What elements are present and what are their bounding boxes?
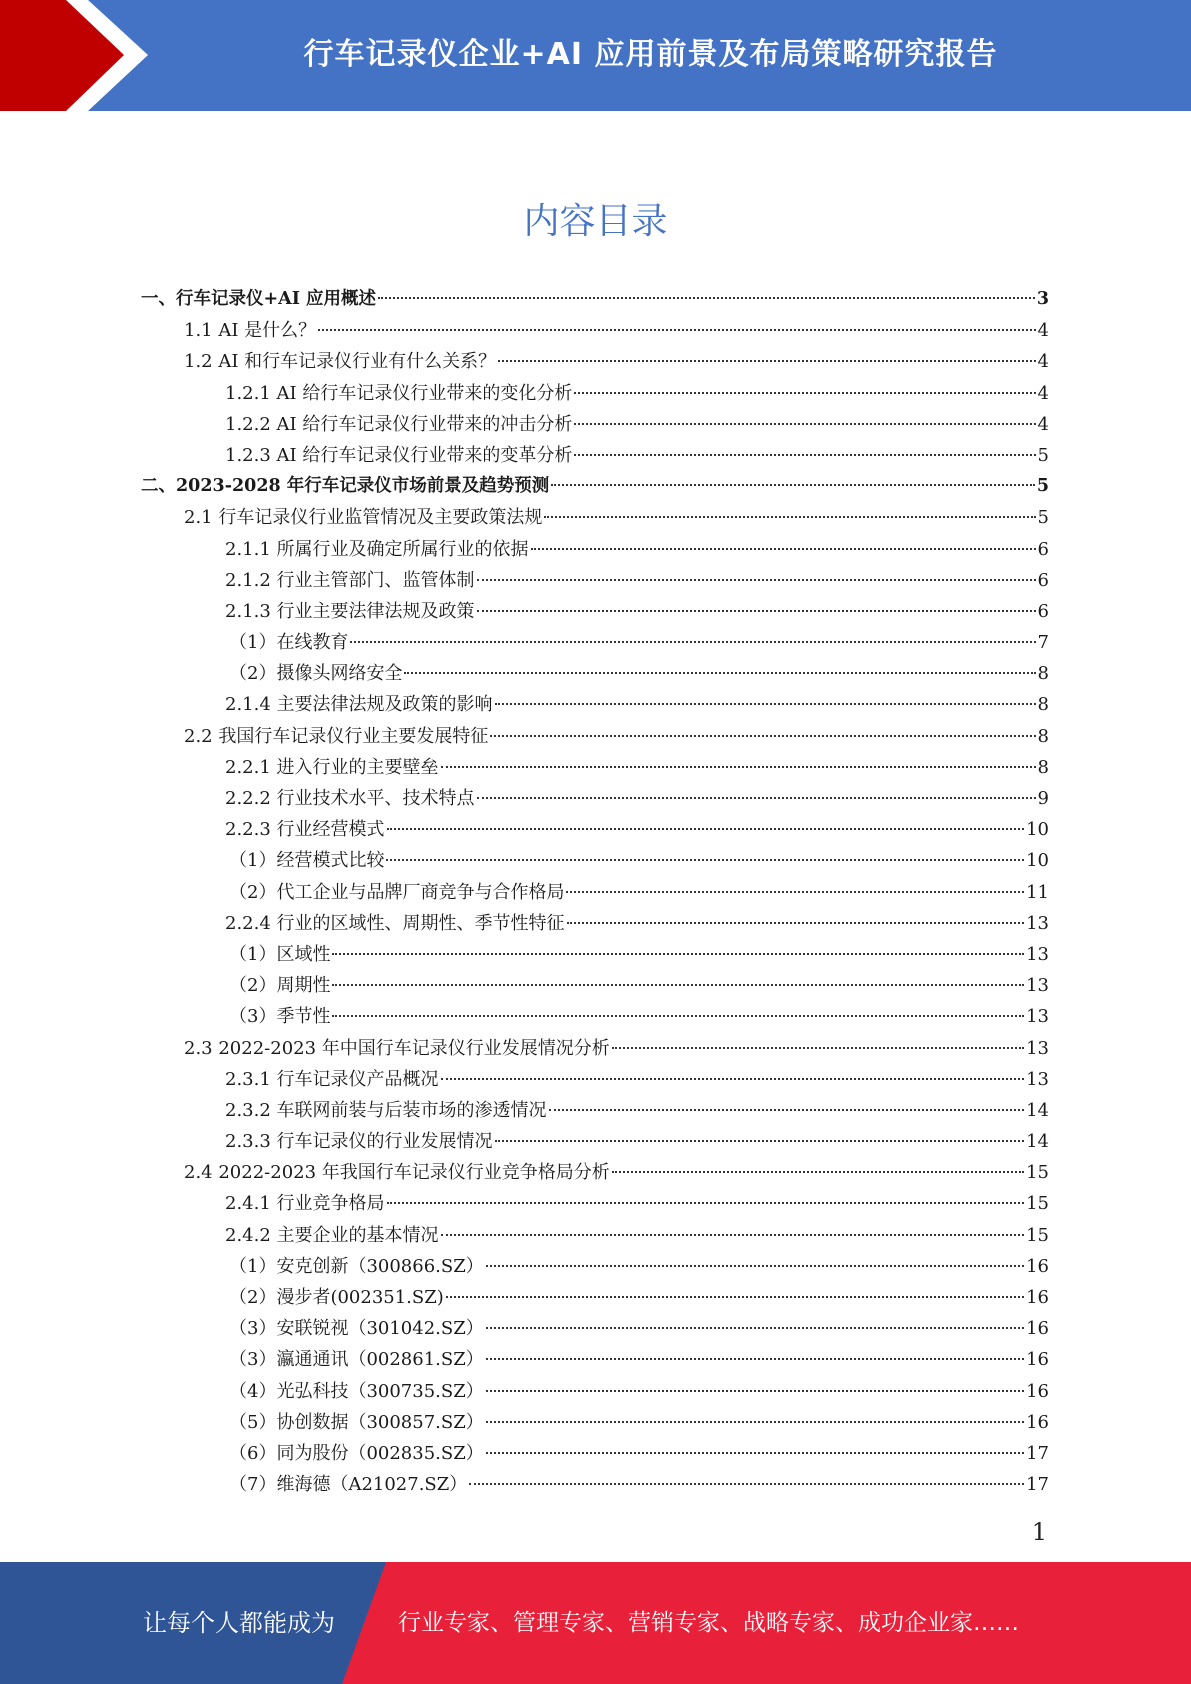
- toc-entry-label: 2.3 2022-2023 年中国行车记录仪行业发展情况分析: [184, 1037, 610, 1059]
- toc-entry[interactable]: [141, 1313, 1049, 1344]
- toc-dot-leader: [567, 922, 1025, 924]
- toc-entry-page: 17: [1026, 1442, 1049, 1464]
- toc-dot-leader: [332, 984, 1024, 986]
- toc-entry-label: 2.3.3 行车记录仪的行业发展情况: [225, 1131, 493, 1153]
- toc-dot-leader: [441, 1234, 1025, 1236]
- toc-entry[interactable]: [141, 908, 1049, 939]
- toc-entry[interactable]: [141, 1001, 1049, 1032]
- toc-entry-page: 13: [1026, 912, 1049, 934]
- toc-dot-leader: [566, 891, 1024, 893]
- toc-entry[interactable]: [141, 814, 1049, 845]
- toc-entry-label: 1.2.2 AI 给行车记录仪行业带来的冲击分析: [225, 413, 573, 435]
- toc-dot-leader: [549, 1109, 1025, 1111]
- toc-entry-page: 8: [1037, 756, 1049, 778]
- toc-dot-leader: [486, 1421, 1024, 1423]
- toc-entry[interactable]: [141, 1033, 1049, 1064]
- toc-entry-label: （2）摄像头网络安全: [229, 663, 403, 685]
- toc-entry-label: 2.1 行车记录仪行业监管情况及主要政策法规: [184, 507, 543, 529]
- toc-entry[interactable]: [141, 284, 1049, 315]
- toc-entry-page: 13: [1026, 1006, 1049, 1028]
- toc-entry-page: 4: [1037, 382, 1049, 404]
- toc-entry-page: 5: [1037, 507, 1049, 529]
- toc-entry[interactable]: [141, 1188, 1049, 1219]
- toc-entry-label: （6）同为股份（002835.SZ）: [229, 1442, 484, 1464]
- toc-entry[interactable]: [141, 1064, 1049, 1095]
- toc-entry-label: （7）维海德（A21027.SZ）: [229, 1474, 468, 1496]
- footer-slogan-left: 让每个人都能成为: [143, 1609, 335, 1637]
- toc-entry-page: 16: [1026, 1380, 1049, 1402]
- toc-entry-page: 14: [1026, 1131, 1049, 1153]
- toc-entry[interactable]: [141, 721, 1049, 752]
- toc-entry[interactable]: [141, 471, 1049, 502]
- toc-dot-leader: [386, 859, 1024, 861]
- page-number: 1: [1031, 1518, 1047, 1546]
- toc-entry-page: 8: [1037, 725, 1049, 747]
- toc-entry[interactable]: [141, 502, 1049, 533]
- toc-entry-page: 7: [1037, 632, 1049, 654]
- toc-dot-leader: [441, 1078, 1025, 1080]
- toc-entry-page: 3: [1036, 289, 1049, 309]
- toc-entry[interactable]: [141, 1376, 1049, 1407]
- toc-entry[interactable]: [141, 565, 1049, 596]
- toc-entry-page: 8: [1037, 663, 1049, 685]
- toc-entry-page: 15: [1026, 1162, 1049, 1184]
- toc-dot-leader: [378, 297, 1035, 299]
- toc-entry-page: 4: [1037, 320, 1049, 342]
- toc-entry-label: 一、行车记录仪+AI 应用概述: [141, 289, 377, 309]
- toc-entry-label: 2.2 我国行车记录仪行业主要发展特征: [184, 725, 489, 747]
- toc-dot-leader: [477, 610, 1036, 612]
- toc-dot-leader: [551, 484, 1035, 486]
- toc-entry-label: 2.3.1 行车记录仪产品概况: [225, 1068, 439, 1090]
- toc-entry-page: 8: [1037, 694, 1049, 716]
- toc-dot-leader: [441, 766, 1036, 768]
- table-of-contents: [141, 284, 1049, 1500]
- toc-entry-page: 16: [1026, 1287, 1049, 1308]
- toc-dot-leader: [446, 1296, 1024, 1298]
- toc-entry-page: 6: [1037, 538, 1049, 560]
- toc-entry[interactable]: [141, 409, 1049, 440]
- toc-entry-page: 15: [1026, 1224, 1049, 1246]
- header-band: [0, 0, 1191, 111]
- toc-dot-leader: [486, 1327, 1024, 1329]
- toc-entry[interactable]: [141, 1407, 1049, 1438]
- footer-slogan-right: 行业专家、管理专家、营销专家、战略专家、成功企业家……: [398, 1610, 1019, 1636]
- toc-dot-leader: [531, 548, 1036, 550]
- toc-entry-label: （2）周期性: [229, 975, 331, 997]
- toc-entry[interactable]: [141, 689, 1049, 720]
- toc-entry-page: 17: [1026, 1474, 1049, 1496]
- toc-entry[interactable]: [141, 939, 1049, 970]
- toc-entry-label: （2）漫步者(002351.SZ): [229, 1287, 444, 1308]
- toc-dot-leader: [612, 1171, 1024, 1173]
- toc-dot-leader: [574, 392, 1035, 394]
- toc-heading: 内容目录: [523, 201, 668, 242]
- toc-entry[interactable]: [141, 845, 1049, 876]
- toc-entry-page: 6: [1037, 569, 1049, 591]
- toc-dot-leader: [387, 1202, 1025, 1204]
- toc-entry[interactable]: [141, 596, 1049, 627]
- toc-entry-page: 13: [1026, 975, 1049, 997]
- toc-entry-label: 2.1.2 行业主管部门、监管体制: [225, 569, 475, 591]
- toc-dot-leader: [477, 797, 1036, 799]
- toc-entry-label: （4）光弘科技（300735.SZ）: [229, 1380, 484, 1402]
- toc-entry-label: 二、2023-2028 年行车记录仪市场前景及趋势预测: [141, 476, 550, 497]
- toc-entry[interactable]: [141, 1220, 1049, 1251]
- toc-dot-leader: [498, 360, 1035, 362]
- toc-dot-leader: [332, 1015, 1024, 1017]
- toc-entry[interactable]: [141, 315, 1049, 346]
- toc-entry-label: 1.1 AI 是什么？: [184, 320, 317, 342]
- toc-entry-page: 16: [1026, 1318, 1049, 1340]
- toc-entry-label: 2.1.4 主要法律法规及政策的影响: [225, 694, 493, 716]
- toc-entry-label: （1）经营模式比较: [229, 850, 385, 872]
- toc-dot-leader: [495, 1140, 1025, 1142]
- toc-dot-leader: [469, 1483, 1024, 1485]
- toc-entry-page: 4: [1037, 413, 1049, 435]
- toc-dot-leader: [486, 1390, 1024, 1392]
- toc-entry-page: 13: [1026, 943, 1049, 965]
- toc-entry-label: 1.2.1 AI 给行车记录仪行业带来的变化分析: [225, 382, 573, 404]
- toc-entry-label: （3）安联锐视（301042.SZ）: [229, 1318, 484, 1340]
- toc-entry-label: 2.2.1 进入行业的主要壁垒: [225, 756, 439, 778]
- toc-entry[interactable]: [141, 970, 1049, 1001]
- toc-entry[interactable]: [141, 877, 1049, 908]
- toc-entry-page: 14: [1026, 1099, 1049, 1121]
- toc-entry[interactable]: [141, 783, 1049, 814]
- toc-entry-page: 10: [1026, 850, 1049, 872]
- toc-entry[interactable]: [141, 534, 1049, 565]
- toc-entry-page: 6: [1037, 600, 1049, 622]
- toc-dot-leader: [332, 953, 1024, 955]
- toc-entry-label: 2.3.2 车联网前装与后装市场的渗透情况: [225, 1099, 547, 1121]
- toc-dot-leader: [486, 1452, 1024, 1454]
- toc-entry[interactable]: [141, 658, 1049, 689]
- toc-dot-leader: [495, 703, 1036, 705]
- toc-entry[interactable]: [141, 440, 1049, 471]
- toc-entry-page: 11: [1026, 881, 1049, 903]
- toc-dot-leader: [544, 516, 1035, 518]
- toc-dot-leader: [318, 329, 1035, 331]
- toc-entry-label: 2.2.3 行业经营模式: [225, 819, 385, 841]
- toc-entry[interactable]: [141, 378, 1049, 409]
- footer-band: [0, 1562, 1191, 1684]
- toc-entry-page: 10: [1026, 819, 1049, 841]
- toc-dot-leader: [350, 641, 1035, 643]
- toc-entry-page: 4: [1037, 351, 1049, 373]
- toc-entry[interactable]: [141, 1126, 1049, 1157]
- toc-entry-page: 9: [1037, 788, 1049, 809]
- toc-entry-label: 2.1.3 行业主要法律法规及政策: [225, 600, 475, 622]
- toc-entry-label: 1.2 AI 和行车记录仪行业有什么关系？: [184, 351, 497, 373]
- toc-entry[interactable]: [141, 346, 1049, 377]
- toc-entry[interactable]: [141, 1251, 1049, 1282]
- toc-dot-leader: [574, 454, 1035, 456]
- toc-entry-label: 2.4.1 行业竞争格局: [225, 1193, 385, 1215]
- toc-entry-page: 5: [1036, 476, 1049, 497]
- toc-dot-leader: [404, 672, 1035, 674]
- toc-entry-label: （1）在线教育: [229, 632, 349, 654]
- report-title: 行车记录仪企业+AI 应用前景及布局策略研究报告: [303, 36, 998, 72]
- toc-entry[interactable]: [141, 1095, 1049, 1126]
- toc-dot-leader: [486, 1358, 1024, 1360]
- toc-entry[interactable]: [141, 752, 1049, 783]
- toc-entry-label: 2.2.4 行业的区域性、周期性、季节性特征: [225, 912, 565, 934]
- toc-dot-leader: [387, 828, 1025, 830]
- toc-dot-leader: [612, 1047, 1024, 1049]
- toc-entry-label: 1.2.3 AI 给行车记录仪行业带来的变革分析: [225, 444, 573, 466]
- toc-entry-label: （1）区域性: [229, 943, 331, 965]
- toc-entry[interactable]: [141, 1438, 1049, 1469]
- toc-entry-page: 16: [1026, 1411, 1049, 1433]
- toc-dot-leader: [574, 423, 1035, 425]
- toc-dot-leader: [490, 735, 1035, 737]
- toc-entry[interactable]: [141, 1157, 1049, 1188]
- toc-entry-label: （3）季节性: [229, 1006, 331, 1028]
- toc-entry[interactable]: [141, 1469, 1049, 1500]
- toc-entry-label: （3）瀛通通讯（002861.SZ）: [229, 1349, 484, 1371]
- toc-entry-page: 13: [1026, 1037, 1049, 1059]
- toc-dot-leader: [486, 1265, 1024, 1267]
- toc-entry-page: 5: [1037, 444, 1049, 466]
- toc-entry-label: 2.4.2 主要企业的基本情况: [225, 1224, 439, 1246]
- toc-entry-page: 16: [1026, 1349, 1049, 1371]
- toc-entry-page: 13: [1026, 1068, 1049, 1090]
- toc-entry-label: 2.1.1 所属行业及确定所属行业的依据: [225, 538, 529, 560]
- toc-entry-label: （5）协创数据（300857.SZ）: [229, 1411, 484, 1433]
- toc-entry-label: 2.2.2 行业技术水平、技术特点: [225, 788, 475, 809]
- toc-entry[interactable]: [141, 1282, 1049, 1313]
- toc-entry-label: （1）安克创新（300866.SZ）: [229, 1255, 484, 1277]
- toc-entry-label: 2.4 2022-2023 年我国行车记录仪行业竞争格局分析: [184, 1162, 610, 1184]
- toc-entry-label: （2）代工企业与品牌厂商竞争与合作格局: [229, 881, 565, 903]
- toc-entry-page: 16: [1026, 1255, 1049, 1277]
- toc-dot-leader: [477, 579, 1036, 581]
- toc-entry-page: 15: [1026, 1193, 1049, 1215]
- toc-entry[interactable]: [141, 627, 1049, 658]
- toc-entry[interactable]: [141, 1344, 1049, 1375]
